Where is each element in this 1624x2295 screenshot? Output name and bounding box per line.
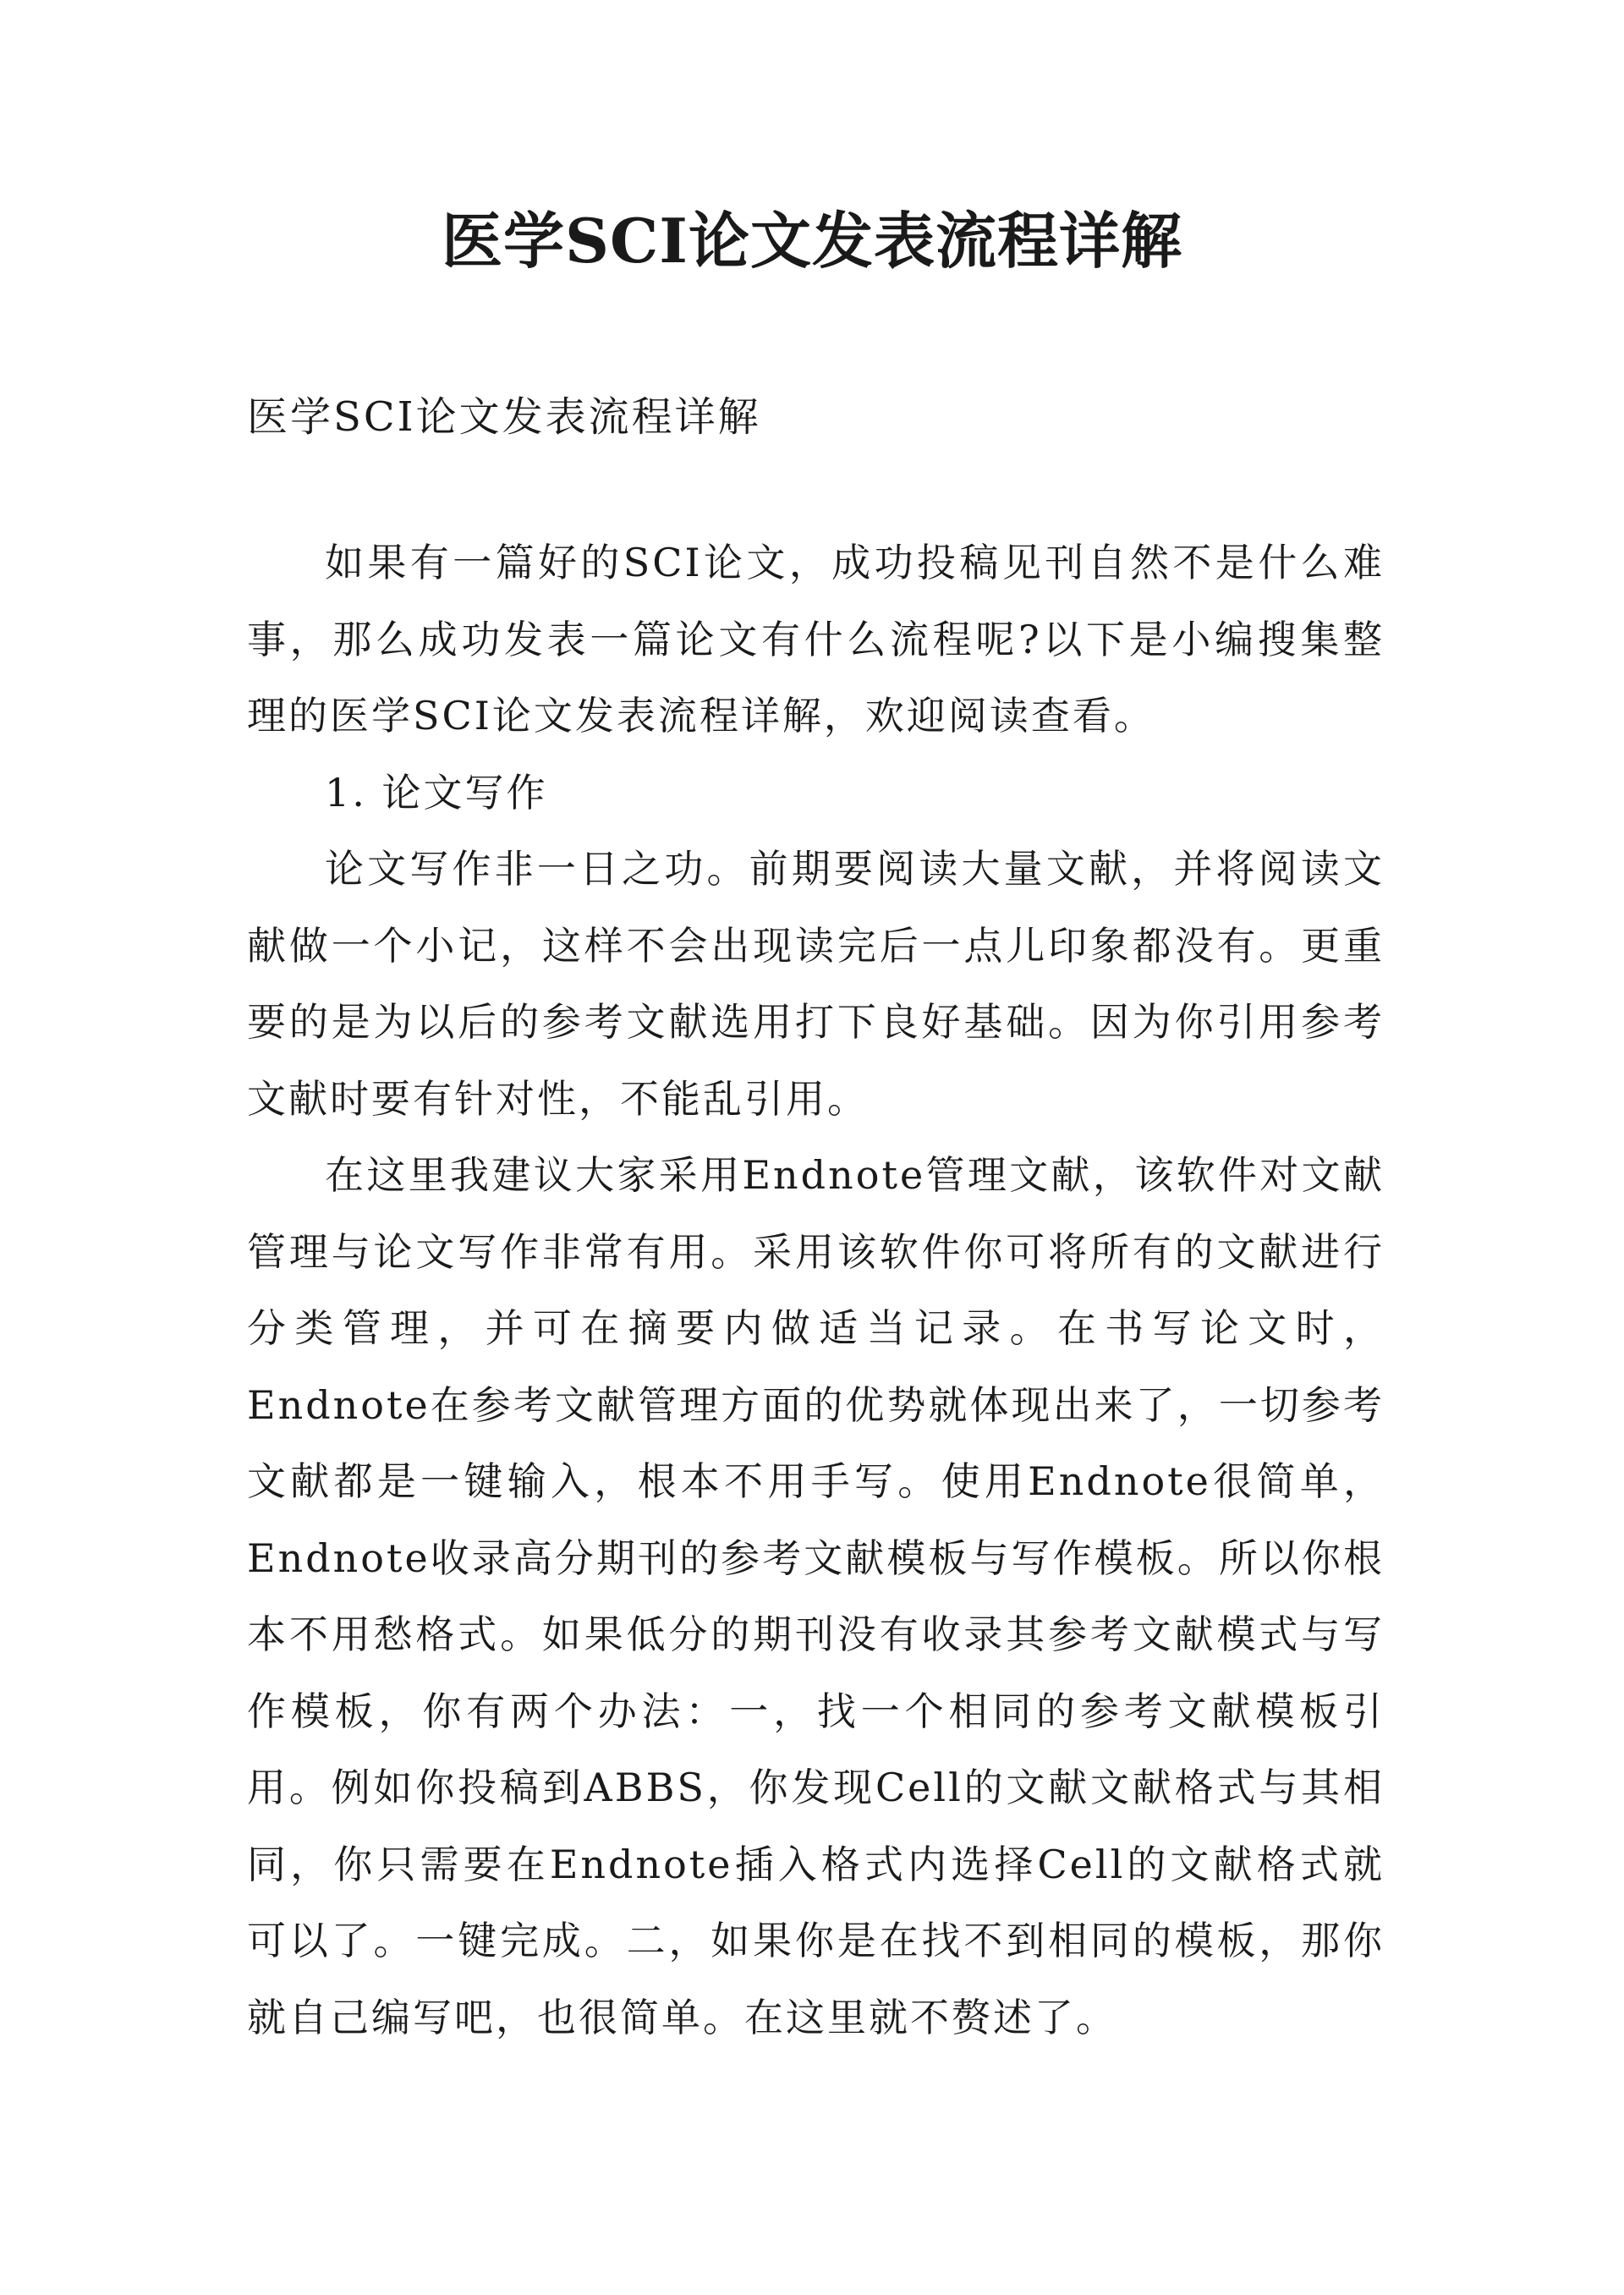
paragraph-endnote: 在这里我建议大家采用Endnote管理文献，该软件对文献管理与论文写作非常有用。采用该软件你可将所有的文献进行分类管理，并可在摘要内做适当记录。在书写论文时，Endnote在参考文献管理方面的优势就体现出来了，一切参考文献都是一键输入，根本不用手写。使用Endnote很简单，Endnote收录高分期刊的参考文献模板与写作模板。所以你根本不用愁格式。如果低分的期刊没有收录其参考文献模式与写作模板，你有两个办法：一，找一个相同的参考文献模板引用。例如你投稿到ABBS，你发现Cell的文献文献格式与其相同，你只需要在Endnote插入格式内选择Cell的文献格式就可以了。一键完成。二，如果你是在找不到相同的模板，那你就自己编写吧，也很简单。在这里就不赘述了。 (247, 1152, 1385, 2040)
paragraph-writing: 论文写作非一日之功。前期要阅读大量文献，并将阅读文献做一个小记，这样不会出现读完后一点儿印象都没有。更重要的是为以后的参考文献选用打下良好基础。因为你引用参考文献时要有针对性，不能乱引用。 (247, 846, 1385, 1122)
document-subtitle: 医学SCI论文发表流程详解 (247, 393, 761, 441)
section-heading-writing: 1. 论文写作 (325, 769, 548, 815)
paragraph-intro: 如果有一篇好的SCI论文，成功投稿见刊自然不是什么难事，那么成功发表一篇论文有什么流程呢?以下是小编搜集整理的医学SCI论文发表流程详解，欢迎阅读查看。 (247, 540, 1385, 738)
document-body (247, 524, 1385, 2056)
document-title: 医学SCI论文发表流程详解 (442, 205, 1182, 277)
